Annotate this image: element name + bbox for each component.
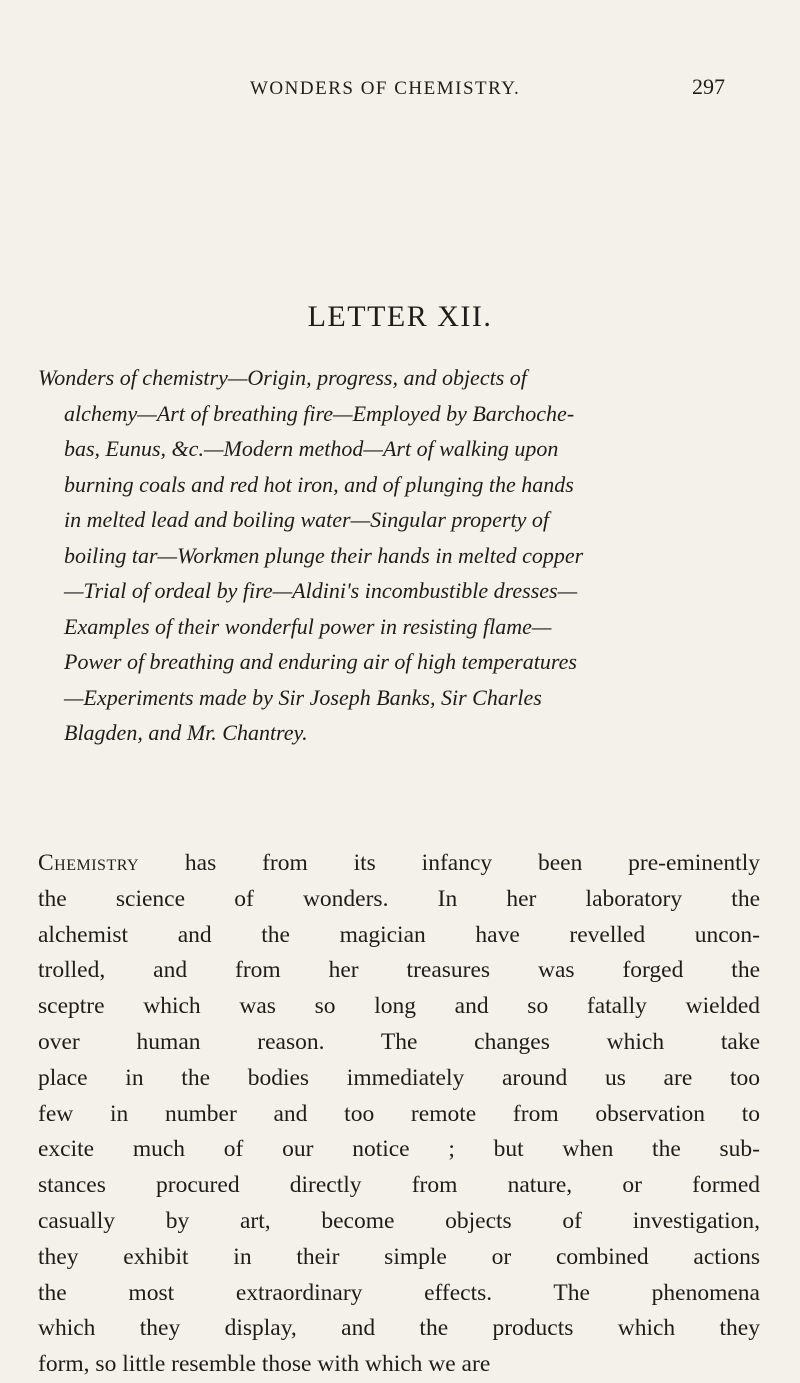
- summary-line: alchemy—Art of breathing fire—Employed by Barchoche-: [64, 400, 575, 426]
- running-title: WONDERS OF CHEMISTRY.: [250, 78, 521, 99]
- chapter-title: LETTER XII.: [307, 300, 493, 333]
- body-line: the science of wonders. In her laboratory the: [38, 885, 760, 912]
- body-line-first: [38, 846, 760, 882]
- body-line: trolled, and from her treasures was forged the: [38, 957, 760, 984]
- summary-line: bas, Eunus, &c.—Modern method—Art of walking upon: [64, 436, 559, 461]
- body-line: the most extraordinary effects. The phenomena: [38, 1279, 760, 1306]
- summary-line: Examples of their wonderful power in resisting flame—: [64, 613, 552, 639]
- chapter-summary: [38, 360, 760, 751]
- page-number: 297: [692, 74, 725, 99]
- body-line: sceptre which was so long and so fatally wielded: [38, 993, 760, 1020]
- body-line: place in the bodies immediately around us are too: [38, 1064, 760, 1091]
- body-line: casually by art, become objects of investigation,: [38, 1207, 760, 1234]
- body-line: excite much of our notice ; but when the sub-: [38, 1136, 760, 1163]
- body-line: they exhibit in their simple or combined actions: [38, 1243, 760, 1270]
- summary-line: —Experiments made by Sir Joseph Banks, Sir Charles: [64, 684, 542, 710]
- body-line: alchemist and the magician have revelled uncon-: [38, 921, 760, 948]
- summary-line: Blagden, and Mr. Chantrey.: [64, 720, 308, 745]
- body-line: which they display, and the products which they: [38, 1315, 760, 1342]
- summary-line: burning coals and red hot iron, and of plunging the hands: [64, 471, 574, 497]
- body-paragraph: [38, 846, 760, 1383]
- summary-line: in melted lead and boiling water—Singular property of: [64, 507, 549, 532]
- body-line: stances procured directly from nature, or formed: [38, 1172, 760, 1199]
- body-line-first-rest: has from its infancy been pre-eminently: [139, 850, 760, 876]
- summary-line: Wonders of chemistry—Origin, progress, and objects of: [38, 365, 527, 390]
- summary-line: Power of breathing and enduring air of high temperatures: [64, 649, 577, 674]
- summary-line: boiling tar—Workmen plunge their hands in melted copper: [64, 542, 584, 568]
- body-line: form, so little resemble those with which we are: [38, 1351, 491, 1378]
- drop-word: Chemistry: [38, 850, 140, 876]
- body-line: few in number and too remote from observation to: [38, 1100, 760, 1127]
- summary-line: —Trial of ordeal by fire—Aldini's incombustible dresses—: [64, 578, 578, 603]
- body-line: over human reason. The changes which take: [38, 1028, 760, 1055]
